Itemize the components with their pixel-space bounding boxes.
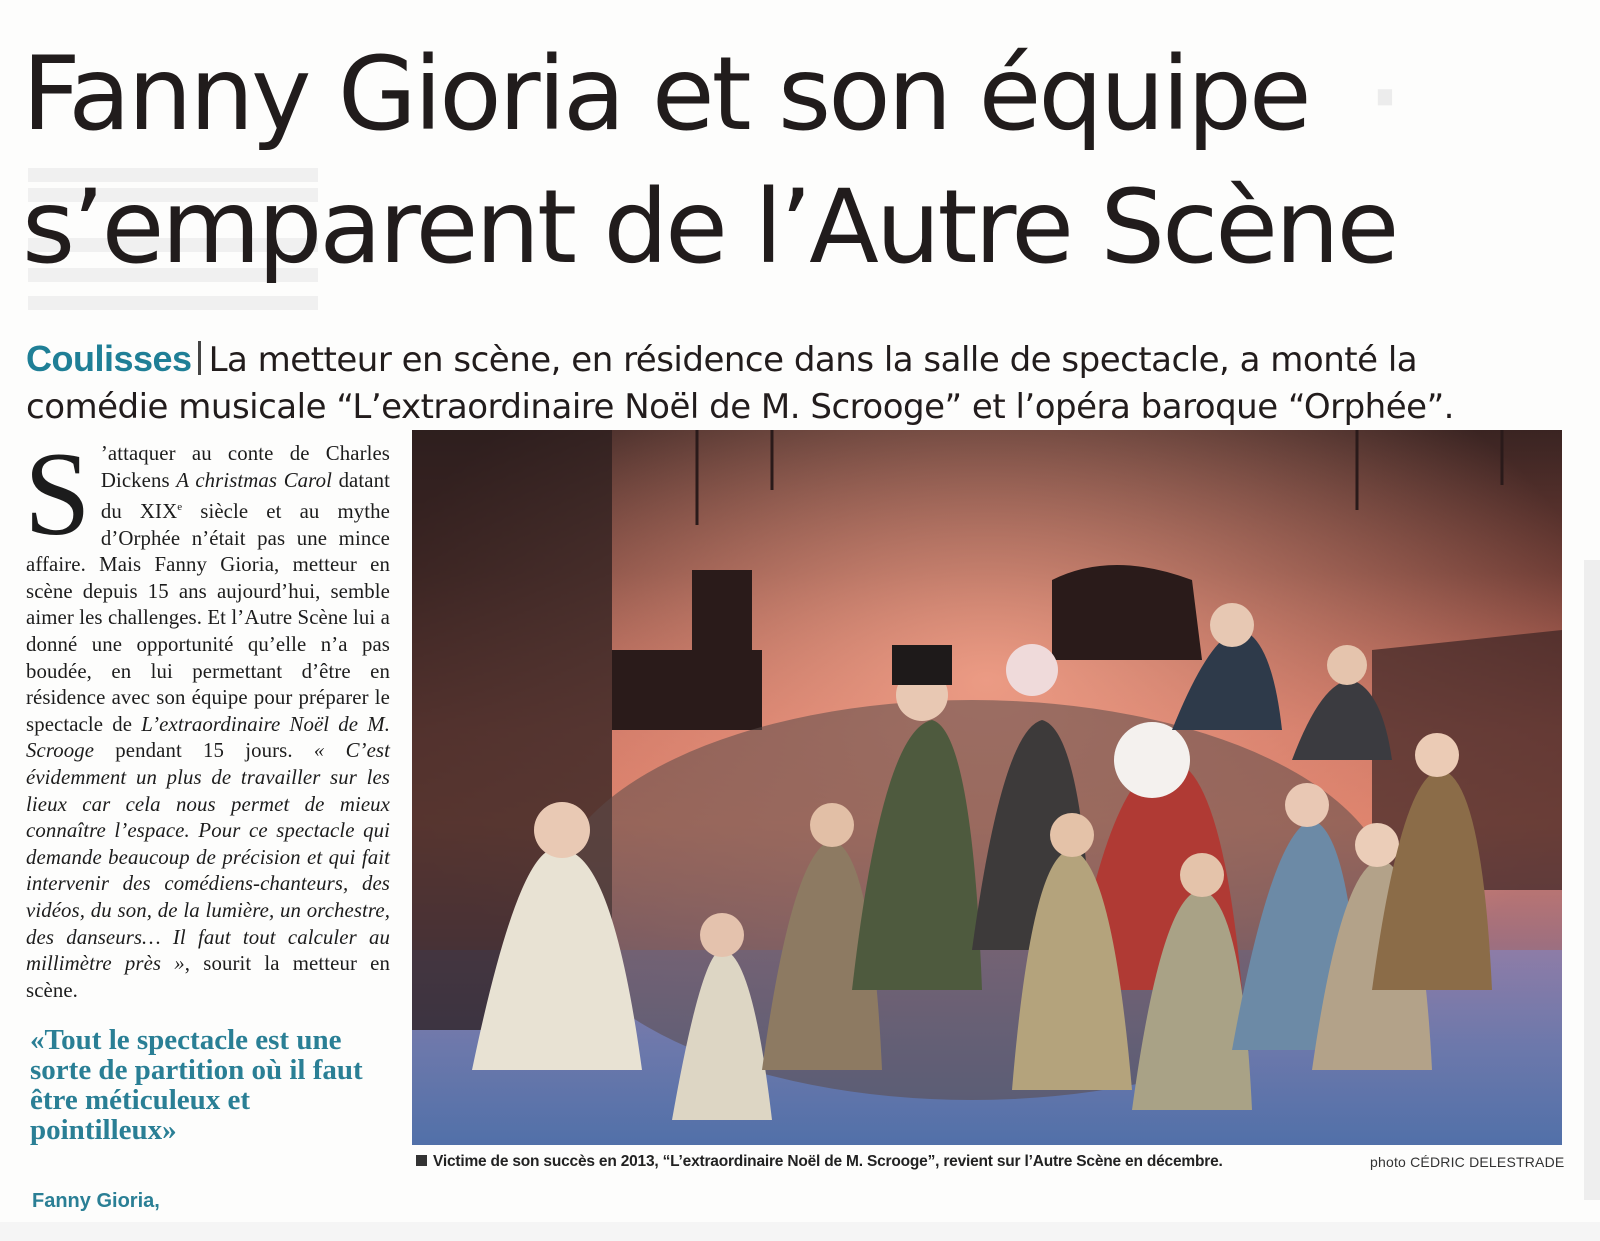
carriage-silhouette (1052, 565, 1202, 660)
director-quote: « C’est évidemment un plus de travailler sur les lieux car cela nous permet de mieux connaître l’espace. Pour ce spectacle qui demande beaucoup de précision et qui fait intervenir des comédiens-chanteurs, des vidéos, du son, de la lumière, un orchestre, des danseurs… Il faut tout calculer au millimètre près » (26, 739, 390, 976)
pull-quote: «Tout le spectacle est une sorte de partition où il faut être méticuleux et pointilleux» (30, 1024, 363, 1146)
kicker-separator (198, 341, 201, 375)
bleed-through-line (28, 296, 318, 310)
body-text-3: siècle et au mythe d’Orphée n’était pas une mince affaire. Mais Fanny Gioria, metteur en scène depuis 15 ans aujourd’hui, semble aimer les challenges. Et l’Autre Scène lui a donné une opportunité qu’elle n’a pas boudée, en lui permettant d’être en résidence avec son équipe pour préparer le spectacle de (26, 500, 391, 736)
headline-line-2: s’emparent de l’Autre Scène (22, 168, 1397, 287)
body-text-end: , sourit la metteur en scène. (26, 952, 390, 1002)
body-text-1: ’attaquer au conte de Charles Dickens (100, 442, 390, 492)
drop-cap: S (24, 427, 91, 560)
show-title: L’extraordinaire Noël de M. Scrooge (26, 712, 391, 763)
article-deck (26, 335, 1566, 431)
photo-caption (416, 1153, 1223, 1171)
set-piece (612, 650, 762, 730)
book-title: A christmas Carol (176, 468, 332, 492)
superscript-e: e (177, 501, 183, 514)
pull-quote-attribution: Fanny Gioria, (32, 1190, 160, 1212)
body-text-4: pendant 15 jours. (115, 739, 293, 763)
bottom-margin (0, 1222, 1600, 1241)
body-text-2: datant du XIX (100, 468, 390, 524)
stage-photo-illustration (412, 430, 1562, 1145)
article-headline (22, 28, 1562, 294)
caption-square-icon (416, 1155, 427, 1166)
chair-silhouette (692, 570, 752, 660)
article-body (24, 427, 391, 1004)
section-kicker: Coulisses (26, 338, 192, 379)
adjacent-page-edge (1584, 560, 1600, 1200)
photo-credit: photo CÉDRIC DELESTRADE (1370, 1154, 1565, 1170)
bleed-through-text: · (1360, 2, 1408, 170)
photo-caption-text: Victime de son succès en 2013, “L’extraordinaire Noël de M. Scrooge”, revient sur l’Autre Scène en décembre. (433, 1153, 1223, 1170)
stage-photo (412, 430, 1562, 1145)
headline-line-1: Fanny Gioria et son équipe (22, 35, 1309, 154)
deck-text: La metteur en scène, en résidence dans la salle de spectacle, a monté la comédie musicale “L’extraordinaire Noël de M. Scrooge” et l’opéra baroque “Orphée”. (26, 340, 1454, 427)
